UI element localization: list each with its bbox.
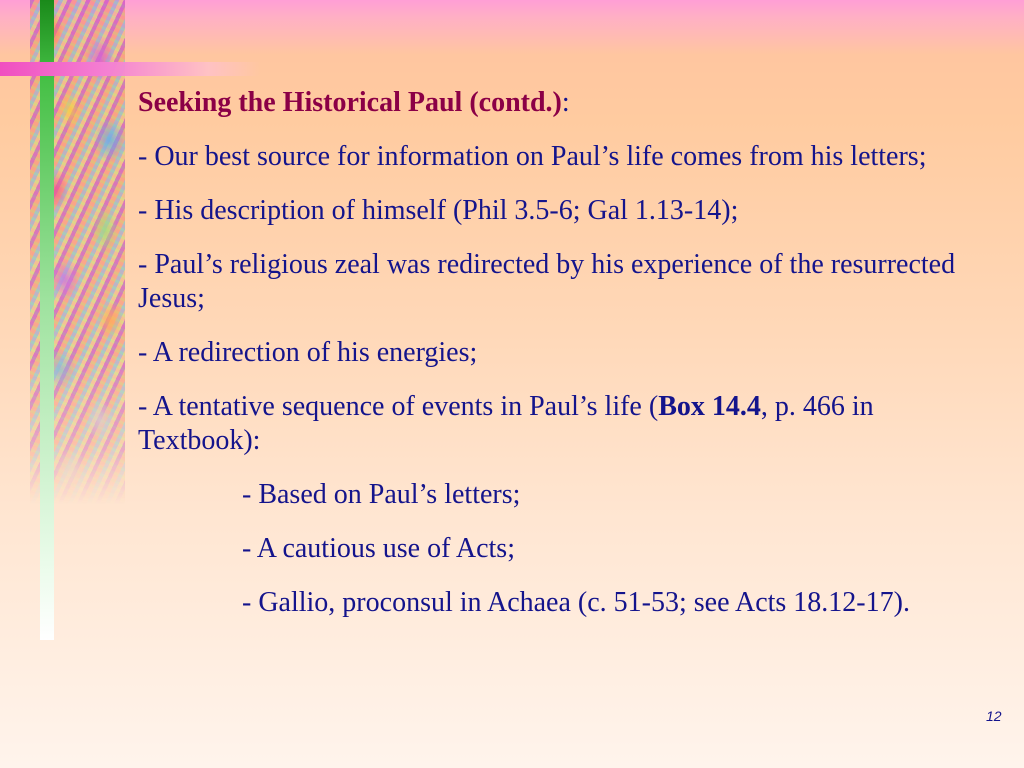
horizontal-accent-bar — [0, 62, 260, 76]
sub-bullet-item: - Based on Paul’s letters; — [242, 479, 521, 510]
bullet-item: - Our best source for information on Paul’s life comes from his letters; — [138, 141, 927, 172]
box-reference: Box 14.4 — [658, 391, 761, 422]
bullet-text: , p. 466 in Textbook): — [138, 391, 874, 456]
sub-bullet-item: - Gallio, proconsul in Achaea (c. 51-53; see Acts 18.12-17). — [242, 587, 910, 618]
bullet-item: - His description of himself (Phil 3.5-6; Gal 1.13-14); — [138, 195, 739, 226]
vertical-accent-bar — [40, 0, 54, 640]
slide-heading — [138, 86, 988, 120]
sub-bullet-item: - A cautious use of Acts; — [242, 533, 515, 564]
heading-colon: : — [561, 87, 570, 118]
slide-body — [138, 86, 988, 640]
bullet-item: - A redirection of his energies; — [138, 337, 478, 368]
slide-title: Seeking the Historical Paul (contd.) — [138, 87, 562, 118]
bullet-text: - A tentative sequence of events in Paul’s life ( — [138, 391, 659, 422]
page-number: 12 — [986, 708, 1002, 724]
bullet-item — [138, 390, 988, 458]
bullet-item: - Paul’s religious zeal was redirected by his experience of the resurrected Jesus; — [138, 249, 956, 314]
